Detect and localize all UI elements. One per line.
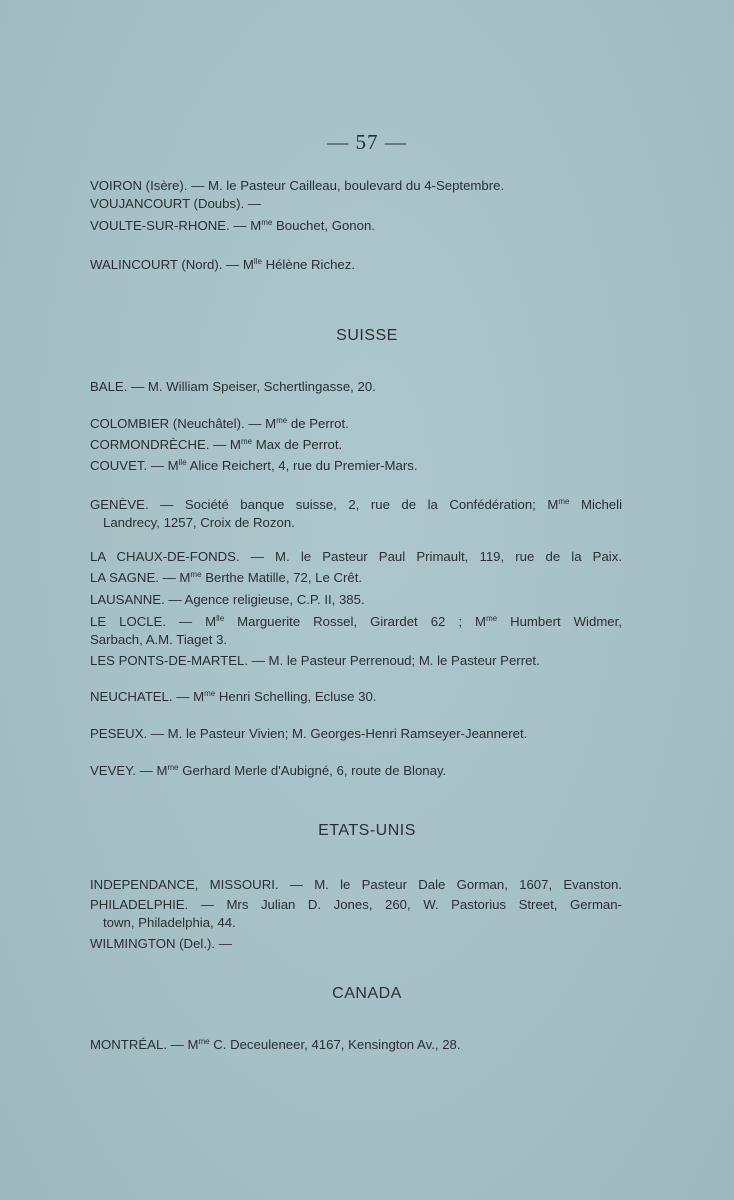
entry-cormondreche: CORMONDRÈCHE. — $M^{me}$ Max de Perrot. xyxy=(90,437,343,452)
entry-wilmington: WILMINGTON (Del.). — xyxy=(90,936,232,951)
entry-le-locle-cont: Sarbach, A.M. Tiaget 3. xyxy=(90,632,228,647)
entry-bale: BALE. — M. William Speiser, Schertlingasse, 20. xyxy=(90,379,376,394)
entry-voujancourt: VOUJANCOURT (Doubs). — xyxy=(90,196,261,211)
entry-le-locle: LE LOCLE. — $M^{lle}$ Marguerite Rossel, Girardet 62 ; $M^{me}$ Humbert Widmer, xyxy=(90,614,622,629)
entry-lausanne: LAUSANNE. — Agence religieuse, C.P. II, 385. xyxy=(90,592,365,607)
entry-la-sagne: LA SAGNE. — $M^{me}$ Berthe Matille, 72, Le Crêt. xyxy=(90,570,363,585)
page-number: — 57 — xyxy=(327,130,407,154)
entry-geneve-cont: Landrecy, 1257, Croix de Rozon. xyxy=(103,515,295,530)
entry-vevey: VEVEY. — $M^{me}$ Gerhard Merle d'Aubigné, 6, route de Blonay. xyxy=(90,763,447,778)
entry-walincourt: WALINCOURT (Nord). — $M^{lle}$ Hélène Richez. xyxy=(90,257,355,272)
entry-ponts-de-martel: LES PONTS-DE-MARTEL. — M. le Pasteur Perrenoud; M. le Pasteur Perret. xyxy=(90,653,540,668)
heading-suisse: SUISSE xyxy=(336,327,398,344)
entry-philadelphie: PHILADELPHIE. — Mrs Julian D. Jones, 260, W. Pastorius Street, German- xyxy=(90,897,622,912)
entry-geneve: GENÈVE. — Société banque suisse, 2, rue de la Confédération; $M^{me}$ Micheli xyxy=(90,497,623,512)
heading-etats-unis: ETATS-UNIS xyxy=(318,822,416,839)
entry-chaux-de-fonds: LA CHAUX-DE-FONDS. — M. le Pasteur Paul Primault, 119, rue de la Paix. xyxy=(90,549,622,564)
entry-couvet: COUVET. — $M^{lle}$ Alice Reichert, 4, rue du Premier-Mars. xyxy=(90,458,418,473)
entry-voulte: VOULTE-SUR-RHONE. — $M^{me}$ Bouchet, Gonon. xyxy=(90,218,375,233)
entry-voiron: VOIRON (Isère). — M. le Pasteur Cailleau, boulevard du 4-Septembre. xyxy=(90,178,505,193)
entry-colombier: COLOMBIER (Neuchâtel). — $M^{me}$ de Perrot. xyxy=(90,416,349,431)
heading-canada: CANADA xyxy=(332,985,402,1002)
entry-peseux: PESEUX. — M. le Pasteur Vivien; M. Georges-Henri Ramseyer-Jeanneret. xyxy=(90,726,528,741)
entry-neuchatel: NEUCHATEL. — $M^{me}$ Henri Schelling, Ecluse 30. xyxy=(90,689,377,704)
entry-montreal: MONTRÉAL. — $M^{me}$ C. Deceuleneer, 4167, Kensington Av., 28. xyxy=(90,1037,461,1052)
entry-philadelphie-cont: town, Philadelphia, 44. xyxy=(103,915,236,930)
entry-independance: INDEPENDANCE, MISSOURI. — M. le Pasteur Dale Gorman, 1607, Evanston. xyxy=(90,877,622,892)
